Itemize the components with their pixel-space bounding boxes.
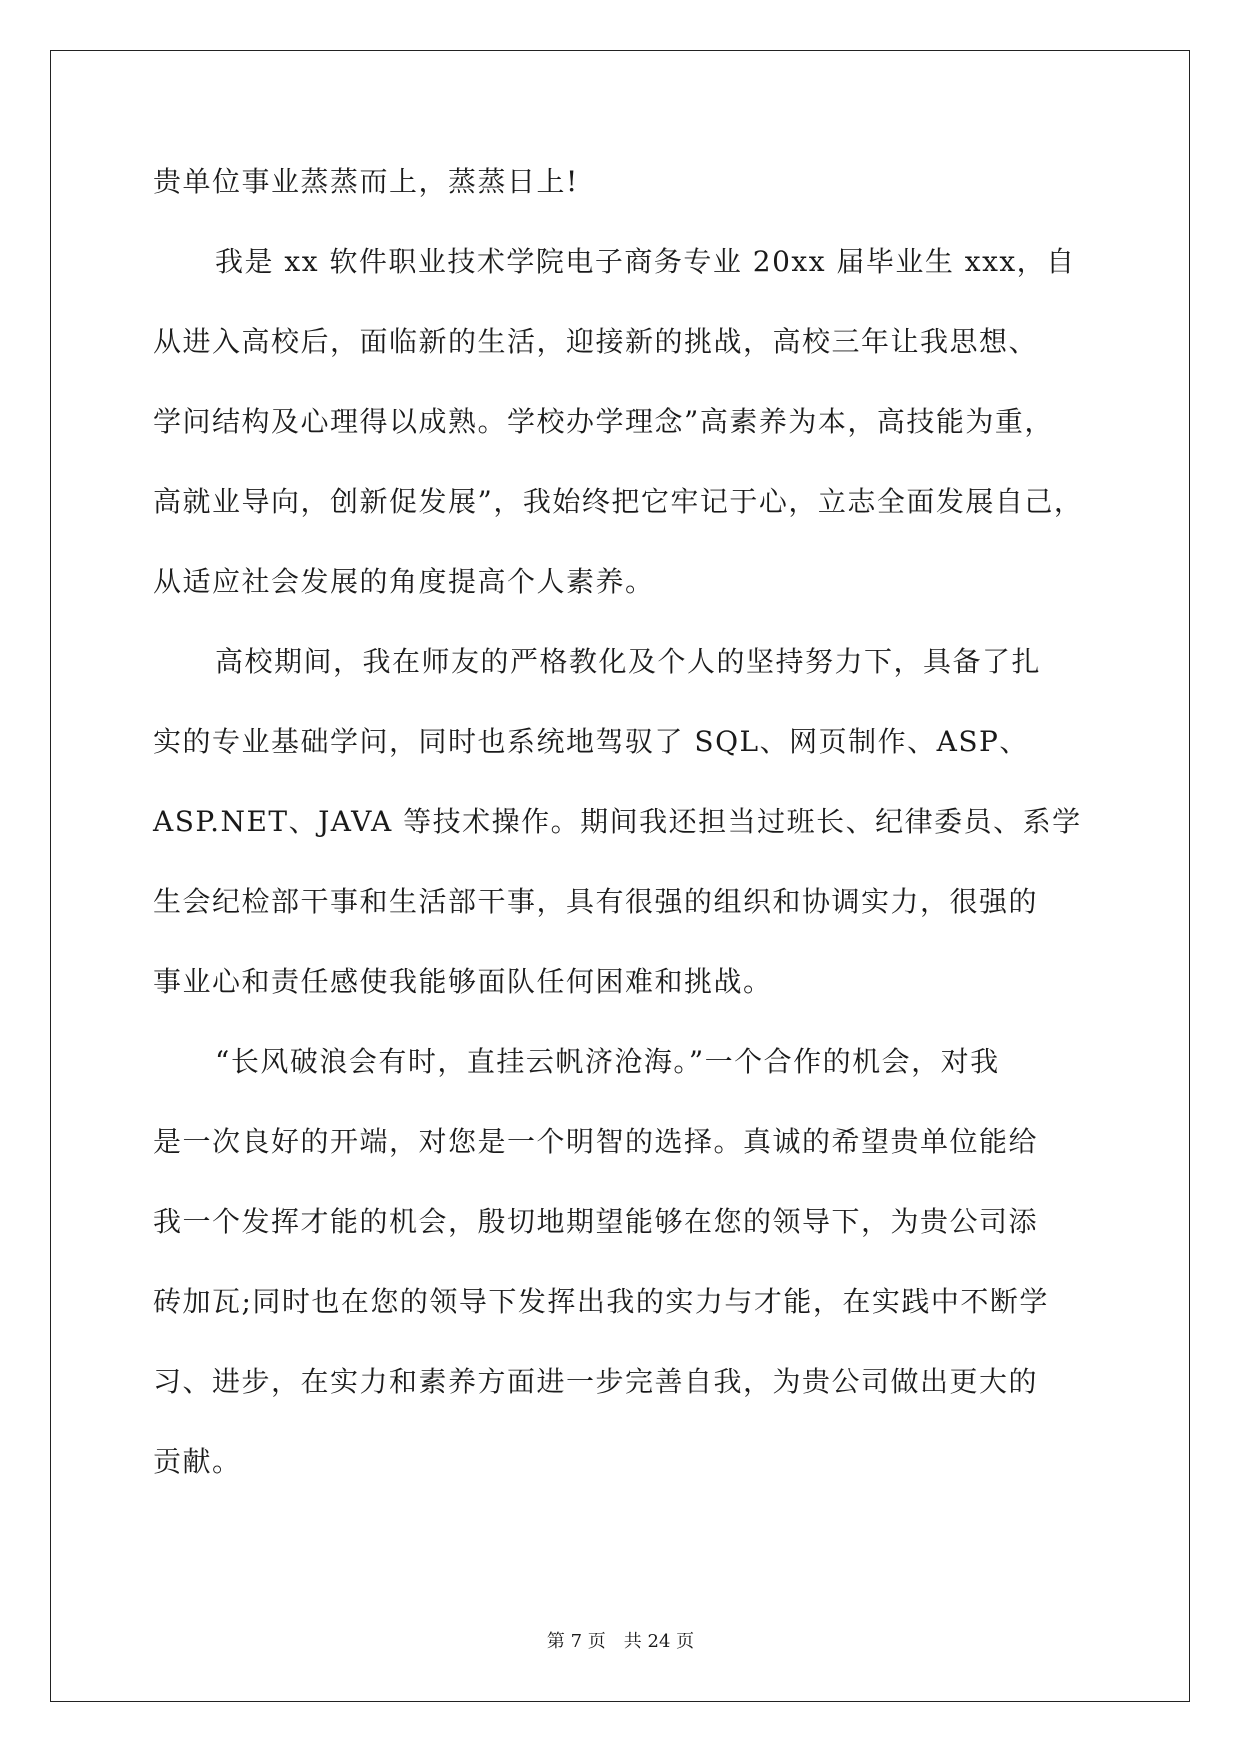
text-line: ASP.NET、JAVA 等技术操作。期间我还担当过班长、纪律委员、系学 bbox=[153, 805, 1082, 838]
text-line: 从进入高校后，面临新的生活，迎接新的挑战，高校三年让我思想、 bbox=[153, 325, 1039, 358]
text-line: 学问结构及心理得以成熟。学校办学理念”高素养为本，高技能为重， bbox=[153, 405, 1054, 438]
text-line: 贡献。 bbox=[153, 1445, 242, 1478]
text-line: 实的专业基础学问，同时也系统地驾驭了 SQL、网页制作、ASP、 bbox=[153, 725, 1029, 758]
text-line: 事业心和责任感使我能够面队任何困难和挑战。 bbox=[153, 965, 773, 998]
text-line: 高就业导向，创新促发展”，我始终把它牢记于心，立志全面发展自己， bbox=[153, 485, 1084, 518]
text-line: 高校期间，我在师友的严格教化及个人的坚持努力下，具备了扎 bbox=[215, 645, 1042, 678]
text-line: 是一次良好的开端，对您是一个明智的选择。真诚的希望贵单位能给 bbox=[153, 1125, 1039, 1158]
text-line: 从适应社会发展的角度提高个人素养。 bbox=[153, 565, 655, 598]
text-line: 习、进步，在实力和素养方面进一步完善自我，为贵公司做出更大的 bbox=[153, 1365, 1039, 1398]
text-line: 我一个发挥才能的机会，殷切地期望能够在您的领导下，为贵公司添 bbox=[153, 1205, 1039, 1238]
text-line: 砖加瓦;同时也在您的领导下发挥出我的实力与才能，在实践中不断学 bbox=[153, 1285, 1049, 1318]
text-line: 生会纪检部干事和生活部干事，具有很强的组织和协调实力，很强的 bbox=[153, 885, 1039, 918]
page-number: 第 7 页 共 24 页 bbox=[546, 1631, 695, 1652]
text-line: 我是 xx 软件职业技术学院电子商务专业 20xx 届毕业生 xxx，自 bbox=[215, 245, 1076, 278]
text-line: 贵单位事业蒸蒸而上，蒸蒸日上! bbox=[153, 165, 579, 198]
text-line: “长风破浪会有时，直挂云帆济沧海。”一个合作的机会，对我 bbox=[215, 1045, 1000, 1078]
document-body bbox=[153, 165, 1088, 1528]
